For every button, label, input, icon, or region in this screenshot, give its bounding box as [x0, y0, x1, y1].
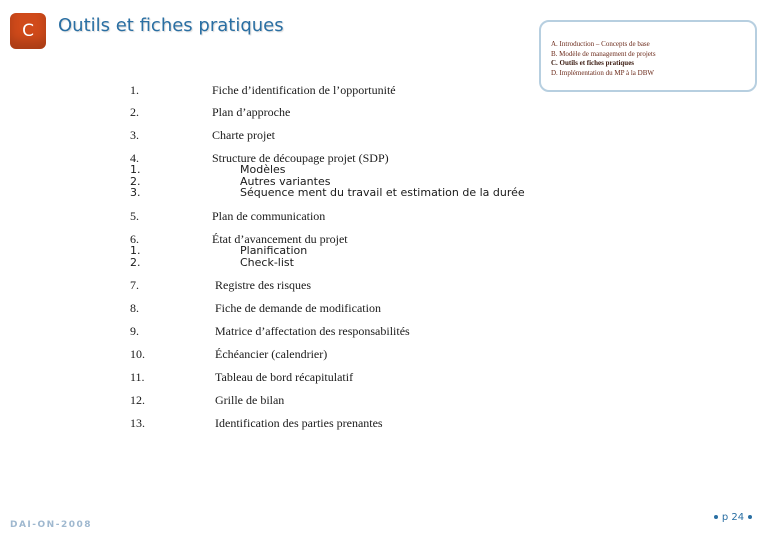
list-item-text: Registre des risques	[215, 278, 311, 292]
list-item-number: 11.	[130, 370, 145, 384]
footer-code: DAI-ON-2008	[10, 520, 92, 530]
bullet-icon	[714, 515, 718, 519]
list-item-number: 5.	[130, 209, 139, 223]
list-item-text: Identification des parties prenantes	[215, 416, 383, 430]
bullet-icon	[748, 515, 752, 519]
nav-item-c[interactable]: C. Outils et fiches pratiques	[551, 59, 635, 67]
page-title: Outils et fiches pratiques	[58, 15, 284, 36]
list-item-text: Échéancier (calendrier)	[215, 347, 328, 361]
sub-list-item-text: Check-list	[240, 255, 294, 269]
list-item-text: État d’avancement du projet	[212, 232, 348, 246]
list-item-number: 9.	[130, 324, 139, 338]
nav-item-d[interactable]: D. Implémentation du MP à la DBW	[551, 68, 654, 77]
sub-list-item-text: Autres variantes	[240, 174, 331, 188]
list-item-number: 6.	[130, 232, 139, 246]
nav-item-b[interactable]: B. Modèle de management de projets	[551, 49, 656, 58]
list-item-text: Structure de découpage projet (SDP)	[212, 151, 389, 165]
page-number-text: p 24	[721, 511, 745, 523]
sub-list-item-number: 1.	[130, 163, 141, 176]
list-item-number: 12.	[130, 393, 145, 407]
sub-list-item-number: 3.	[130, 186, 141, 199]
list-item-text: Tableau de bord récapitulatif	[215, 370, 354, 384]
list-item-number: 10.	[130, 347, 145, 361]
list-item-number: 2.	[130, 105, 139, 119]
list-item-number: 1.	[130, 83, 139, 97]
list-item-text: Fiche d’identification de l’opportunité	[212, 83, 396, 97]
list-item-number: 8.	[130, 301, 139, 315]
footer-decoration	[0, 529, 780, 540]
list-item-text: Plan de communication	[212, 209, 326, 223]
sub-list-item-text: Planification	[240, 244, 308, 257]
section-badge: C	[10, 13, 46, 49]
sub-list-item-number: 1.	[130, 244, 141, 257]
nav-item-a[interactable]: A. Introduction – Concepts de base	[551, 40, 650, 48]
list-item-text: Grille de bilan	[215, 393, 285, 407]
list-item-number: 7.	[130, 278, 139, 292]
list-item-text: Charte projet	[212, 128, 275, 142]
sub-list-item-text: Séquence ment du travail et estimation de la durée	[240, 186, 525, 199]
sub-list-item-number: 2.	[130, 255, 141, 269]
list-item-number: 13.	[130, 416, 145, 430]
list-item-number: 3.	[130, 128, 139, 142]
list-item-text: Matrice d’affectation des responsabilités	[215, 324, 410, 338]
sub-list-item-text: Modèles	[240, 163, 286, 176]
list-item-number: 4.	[130, 151, 139, 165]
page-number	[703, 508, 763, 526]
list-item-text: Plan d’approche	[212, 105, 291, 119]
list-item-text: Fiche de demande de modification	[215, 301, 381, 315]
sub-list-item-number: 2.	[130, 174, 141, 188]
